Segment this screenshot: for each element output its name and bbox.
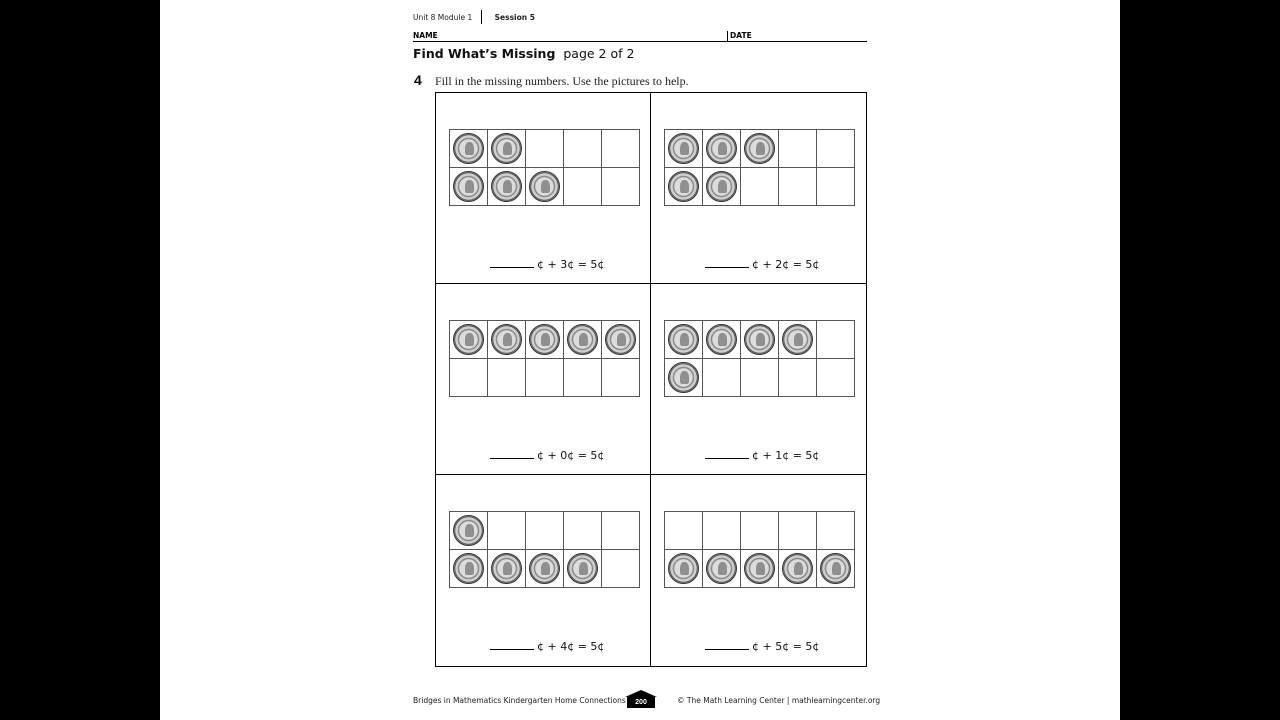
ten-frame-box [779,550,817,588]
penny-icon [744,324,775,355]
footer-right: © The Math Learning Center | mathlearningcenter.org [677,696,881,705]
ten-frame-box [779,359,817,397]
penny-icon [529,553,560,584]
house-roof-icon [625,690,657,697]
title-main: Find What’s Missing [413,46,556,61]
penny-icon [567,324,598,355]
ten-frame-box [526,168,564,206]
ten-frame-box [564,512,602,550]
ten-frame-box [703,321,741,359]
equation [490,639,604,653]
penny-icon [668,362,699,393]
ten-frame-box [741,359,779,397]
header-divider [481,10,482,24]
penny-icon [491,553,522,584]
problem-cell [651,284,866,475]
worksheet-page [160,0,1120,720]
unit-header [413,13,535,22]
question-instruction: Fill in the missing numbers. Use the pictures to help. [435,74,689,88]
ten-frame-box [602,512,640,550]
ten-frame-box [817,550,855,588]
ten-frame-box [703,168,741,206]
session-label: Session 5 [494,13,535,22]
ten-frame-box [526,130,564,168]
ten-frame-box [741,512,779,550]
answer-blank[interactable] [705,257,749,268]
answer-blank[interactable] [490,639,534,650]
ten-frame-box [526,359,564,397]
ten-frame-box [488,321,526,359]
equation-text: ¢ + 0¢ = 5¢ [537,449,605,462]
ten-frame-box [602,130,640,168]
ten-frame-box [741,550,779,588]
ten-frame-box [602,550,640,588]
penny-icon [605,324,636,355]
ten-frame-box [665,550,703,588]
ten-frame-box [665,168,703,206]
ten-frame [664,511,855,588]
ten-frame-box [665,359,703,397]
penny-icon [491,133,522,164]
equation [705,257,819,271]
ten-frame-box [564,359,602,397]
ten-frame-box [741,168,779,206]
penny-icon [668,171,699,202]
ten-frame-box [703,130,741,168]
equation [490,448,604,462]
penny-icon [453,553,484,584]
problem-cell [436,93,651,284]
ten-frame-box [450,512,488,550]
penny-icon [453,324,484,355]
name-date-line [413,31,867,42]
penny-icon [782,553,813,584]
ten-frame-box [779,321,817,359]
penny-icon [706,324,737,355]
footer-left: Bridges in Mathematics Kindergarten Home Connections [413,696,626,705]
equation [705,639,819,653]
title-sub: page 2 of 2 [563,46,635,61]
ten-frame [449,129,640,206]
ten-frame-box [817,321,855,359]
answer-blank[interactable] [705,639,749,650]
equation-text: ¢ + 4¢ = 5¢ [537,640,605,653]
ten-frame-box [779,130,817,168]
ten-frame-box [488,512,526,550]
penny-icon [491,324,522,355]
answer-blank[interactable] [490,448,534,459]
ten-frame-box [488,168,526,206]
unit-label: Unit 8 Module 1 [413,13,473,22]
equation-text: ¢ + 5¢ = 5¢ [752,640,820,653]
ten-frame-box [602,321,640,359]
answer-blank[interactable] [705,448,749,459]
ten-frame-box [602,168,640,206]
ten-frame-box [450,321,488,359]
page-number-badge [625,690,657,708]
ten-frame-box [450,550,488,588]
penny-icon [491,171,522,202]
ten-frame-box [741,130,779,168]
ten-frame-box [450,130,488,168]
equation-text: ¢ + 2¢ = 5¢ [752,258,820,271]
ten-frame-box [450,168,488,206]
ten-frame-box [779,512,817,550]
ten-frame-box [564,130,602,168]
ten-frame [664,129,855,206]
ten-frame-box [817,512,855,550]
ten-frame-box [450,359,488,397]
problem-grid [435,92,867,667]
ten-frame-box [564,321,602,359]
problem-cell [651,475,866,666]
date-label: DATE [727,31,752,41]
penny-icon [744,553,775,584]
penny-icon [744,133,775,164]
name-label: NAME [413,31,438,40]
ten-frame-box [564,168,602,206]
ten-frame-box [526,321,564,359]
page-number: 200 [627,697,655,708]
penny-icon [668,324,699,355]
penny-icon [567,553,598,584]
ten-frame-box [526,512,564,550]
answer-blank[interactable] [490,257,534,268]
equation [705,448,819,462]
page-title [413,46,634,61]
ten-frame-box [703,512,741,550]
ten-frame-box [602,359,640,397]
penny-icon [668,553,699,584]
equation-text: ¢ + 1¢ = 5¢ [752,449,820,462]
ten-frame-box [817,130,855,168]
ten-frame [449,511,640,588]
penny-icon [529,171,560,202]
penny-icon [668,133,699,164]
question-number: 4 [414,72,422,88]
penny-icon [453,171,484,202]
ten-frame-box [779,168,817,206]
penny-icon [820,553,851,584]
ten-frame-box [817,168,855,206]
ten-frame-box [564,550,602,588]
penny-icon [453,133,484,164]
equation [490,257,604,271]
ten-frame-box [817,359,855,397]
ten-frame-box [488,550,526,588]
ten-frame-box [488,130,526,168]
penny-icon [529,324,560,355]
ten-frame-box [665,512,703,550]
ten-frame-box [741,321,779,359]
problem-cell [436,475,651,666]
ten-frame-box [665,321,703,359]
penny-icon [706,133,737,164]
problem-cell [436,284,651,475]
problem-cell [651,93,866,284]
ten-frame [449,320,640,397]
penny-icon [706,171,737,202]
ten-frame-box [703,359,741,397]
ten-frame-box [665,130,703,168]
penny-icon [706,553,737,584]
ten-frame [664,320,855,397]
penny-icon [782,324,813,355]
penny-icon [453,515,484,546]
ten-frame-box [703,550,741,588]
equation-text: ¢ + 3¢ = 5¢ [537,258,605,271]
ten-frame-box [488,359,526,397]
ten-frame-box [526,550,564,588]
